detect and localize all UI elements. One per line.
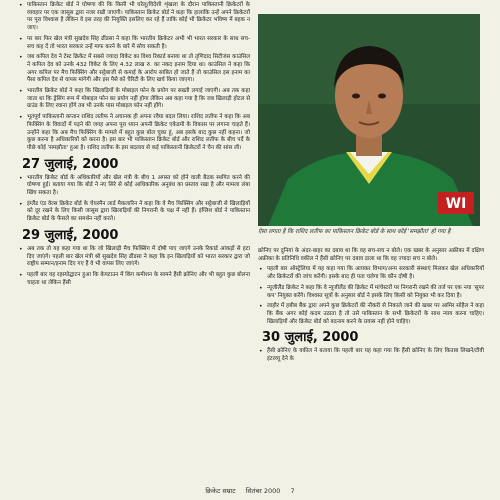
news-item: • अब तक तो यह कहा गया था कि जो खिलाड़ी मैच फिक्सिंग में दोषी पाए जाएंगे उनके रिकार्ड आंकड़ों से हटा दिए जाएंगे। पहली बार खेल मंत्री श्री सुखदेव सिंह ढींडसा ने कहा कि इन खिलाड़ियों को भारत सरकार द्वारा जो राष्ट्रीय सम्मान/इनाम दिए गए हैं वे भी वापस लिए जाएंगे।	[19, 245, 250, 268]
date-heading: 29 जुलाई, 2000	[22, 227, 119, 243]
player-portrait-illustration	[258, 14, 480, 226]
news-item: • जब कपिल देव ने टेस्ट क्रिकेट में सबसे ज्यादा विकेट का विश्व रिकार्ड बनाया था तो तृणिदाद सिटीजंस काउंसिल ने कपिल देव को उनके 432 विकेट के लिए 4.32 लाख रु. का नकद इनाम दिया था। काउंसिल ने कहा कि अगर कपिल पर मैच फिक्सिंग और सट्टेबाजी से कमाई के आरोप साबित हो जाते हैं तो काउंसिल इस इनाम का पैसा कपिल देव से वापस मांगेगी और इस पैसे को चैरिटी के लिए खर्च किया जाएगा।	[19, 54, 250, 84]
news-item: • पाकिस्तान क्रिकेट बोर्ड ने घोषणा की कि किसी भी घरेलू/विदेशी शृंखला के दौरान पाकिस्तानी क्रिकेटरों के व्यवहार पर एक जासूस द्वारा नजर रखी जाएगी। पाकिस्तान क्रिकेट बोर्ड ने कहा कि हालांकि उन्हें अपने क्रिकेटरों पर पूरा विश्वास है लेकिन वे इस तरह की नियुक्ति इसलिए कर रहे हैं ताकि कोई भी क्रिकेटर भविष्य में बहक न जाए।	[19, 2, 250, 32]
news-item: • पहली बार यह रहस्योद्घाटन हुआ कि केपटाउन में किंग कमीशन के सामने हैंसी क्रोनिए और भी बहुत कुछ बोलना चाहता था लेकिन हैंसी	[19, 271, 250, 286]
news-item: • हैंसी क्रोनिए के वकील ने बताया कि पहली बार यह कहा गया कि हैंसी क्रोनिए के लिए किताब लिखने/टीवी इंटरव्यू देने के	[259, 348, 484, 363]
news-item: • पर बार फिर खेल मंत्री सुखदेव सिंह ढींडसा ने कहा कि भारतीय क्रिकेटर अभी भी भारत सरकार के साथ सच-सच कह दें तो भारत सरकार उन्हें माफ करने के बारे में सोच सकती है।	[19, 35, 250, 50]
news-item: • भारतीय क्रिकेट बोर्ड के अधिकारियों और खेल मंत्री के बीच 1 अगस्त को होने वाली बैठक स्थगित करने की घोषणा हुई। बताया गया कि बोर्ड ने नए सिरे से कोई आधिकारिक अनुबंध का प्रस्ताव रखा है और मामला लंबा खिंच सकता है।	[19, 174, 250, 197]
news-item: • न्यूजीलैंड क्रिकेट ने कहा कि वे न्यूजीलैंड की क्रिकेट में मांचेस्टरों पर निगरानी रखने की तर्ज पर एक नया 'सुपर कप' नियुक्त करेंगे। विश्वस्त सूत्रों के अनुसार बोर्ड ने इसके लिए किसी को नियुक्त भी कर दिया है।	[259, 284, 484, 299]
issue-date: सितंबर 2000	[245, 487, 281, 495]
news-item: क्रोनिए पर दुनियां के अंदर-बाहर का दबाव था कि वह सच-सच न बोले। एक खबर के अनुसार अफ्रीका में दक्षिण अफ्रीका के प्रतिनिधि वकील ने हैंसी क्रोनिए पर दबाव डाला था कि वह ज्यादा सच न बोले।	[258, 248, 484, 262]
news-item: • पहली बार ऑस्ट्रेलिया में यह कहा गया कि आयकर विभाग/अन्य सरकारी संस्थाएं मिलकर खेल अधिकारियों और क्रिकेटरों की जांच करेंगी। इसके बाद ही पता चलेगा कि कौन दोषी है।	[259, 266, 484, 281]
news-item: • भूतपूर्व पाकिस्तानी कप्तान राशिद लतीफ ने अचानक ही अपना रवैया बदल लिया। राशिद लतीफ ने कहा कि अब फिक्सिंग के विवादों में पड़ने की जगह अपना पूरा ध्यान अपनी क्रिकेट एकेडमी के विकास पर लगाना चाहते हैं। उन्होंने कहा कि अब मैच फिक्सिंग के मामले में बहुत कुछ बोल चुका हूं, अब इसके बाद कुछ नहीं कहना। जो कुछ करना है अधिकारियों को करना है। इस बार भी पाकिस्तान क्रिकेट बोर्ड और राशिद लतीफ के बीच पर्दे के पीछे कोई 'समझौता' हुआ है। राशिद लतीफ के इस बदलाव से कई पाकिस्तानी क्रिकेटरों ने चैन की सांस ली।	[19, 114, 250, 151]
left-column	[18, 2, 250, 290]
news-item: • भारतीय क्रिकेट बोर्ड ने कहा कि खिलाड़ियों के मोबाइल फोन के प्रयोग पर सख्ती लगाई जाएगी। अब तक कहा जाता था कि ड्रेसिंग रूम में मोबाइल फोन का प्रयोग नहीं होगा लेकिन अब कहा गया है कि जब खिलाड़ी होटल से ग्राउंड के लिए रवाना होंगे तब भी उनके पास मोबाइल फोन नहीं होंगे।	[19, 88, 250, 110]
player-photo	[258, 14, 480, 226]
jersey-letters: WI	[445, 196, 467, 212]
page-footer	[0, 486, 500, 500]
news-item: • इंग्लैंड एंड वेल्स क्रिकेट बोर्ड के चेयरमैन लार्ड मैकलारिन ने कहा कि वे मैच फिक्सिंग और सट्टेबाजी से खिलाड़ियों को दूर रखने के लिए किसी जासूस द्वारा खिलाड़ियों की निगरानी के पक्ष में नहीं हैं। इंग्लिश बोर्ड ने पाकिस्तान क्रिकेट बोर्ड के फैसले का समर्थन नहीं करते।	[19, 200, 250, 223]
magazine-name: क्रिकेट सम्राट	[205, 487, 236, 495]
right-column	[258, 248, 484, 367]
photo-caption: ऐसा लगता है कि राशिद लतीफ का पाकिस्तान क्रिकेट बोर्ड के साथ कोई 'समझौता' हो गया है	[258, 229, 451, 235]
page-number: 7	[290, 487, 295, 495]
date-heading: 30 जुलाई, 2000	[262, 330, 359, 346]
news-item: • लाहौर में हबीब बैंक द्वारा अपने कुछ क्रिकेटरों की नौकरी से निकाले जाने की खबर पर आमिर सोहैल ने कहा कि बैंक अगर कोई कदम उठाता है तो उसे पाकिस्तान के सभी क्रिकेटरों के साथ न्याय करना चाहिए। खिलाड़ियों और क्रिकेट बोर्ड को बदनाम करने के प्रयास नहीं होने चाहिए।	[259, 303, 484, 325]
date-heading: 27 जुलाई, 2000	[22, 156, 119, 172]
